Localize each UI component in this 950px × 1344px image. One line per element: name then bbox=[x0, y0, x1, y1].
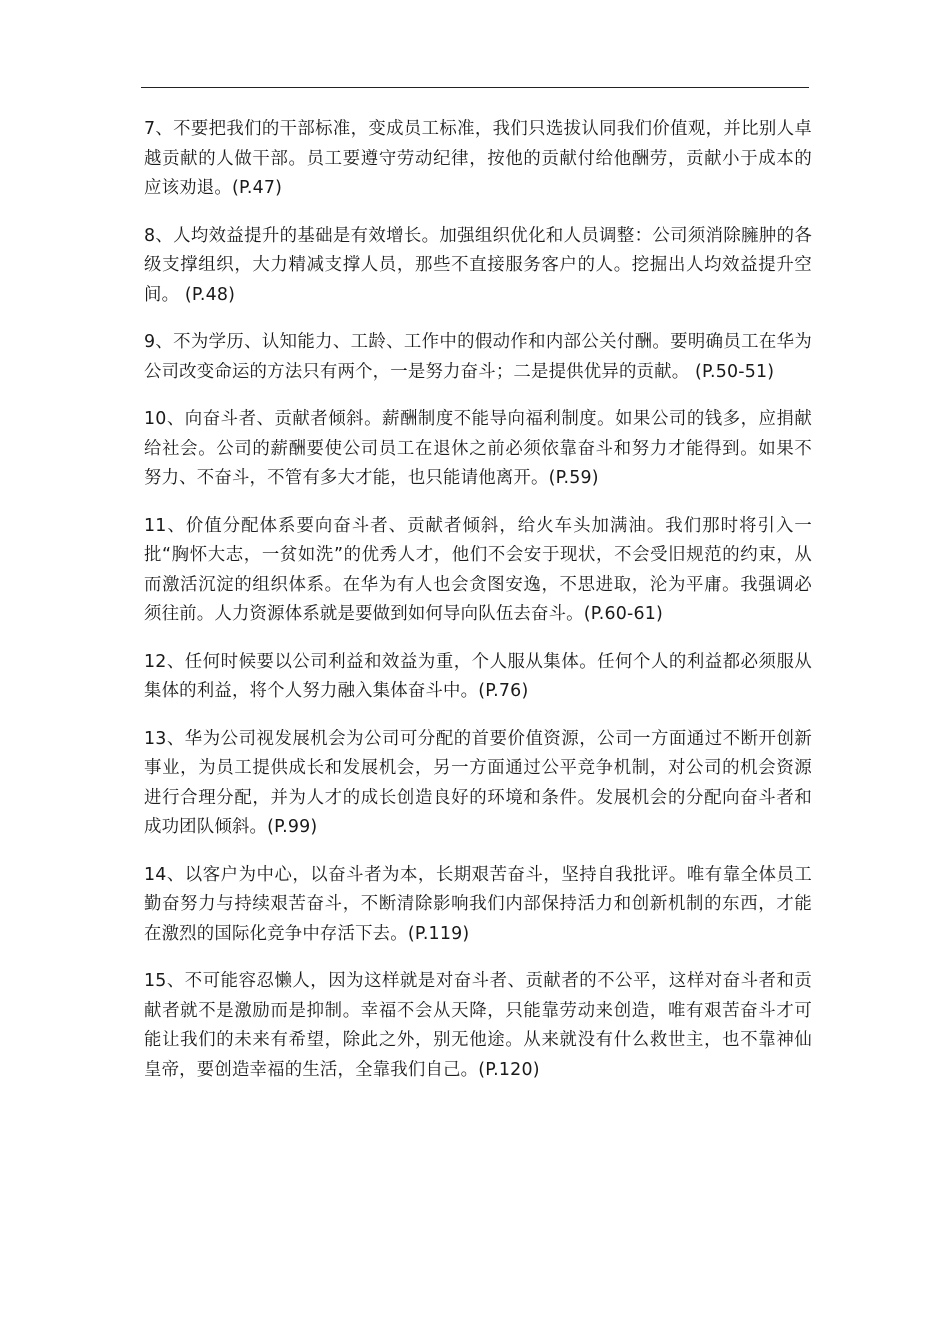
paragraph-9: 9、不为学历、认知能力、工龄、工作中的假动作和内部公关付酬。要明确员工在华为公司改变命运的方法只有两个，一是努力奋斗；二是提供优异的贡献。 (P.50-51) bbox=[144, 332, 812, 382]
paragraph-8: 8、人均效益提升的基础是有效增长。加强组织优化和人员调整：公司须消除臃肿的各级支撑组织，大力精减支撑人员，那些不直接服务客户的人。挖掘出人均效益提升空间。 (P.48) bbox=[144, 225, 812, 305]
paragraph-11: 11、价值分配体系要向奋斗者、贡献者倾斜，给火车头加满油。我们那时将引入一批“胸怀大志，一贫如洗”的优秀人才，他们不会安于现状，不会受旧规范的约束，从而激活沉淀的组织体系。在华为有人也会贪图安逸，不思进取，沦为平庸。我强调必须往前。人力资源体系就是要做到如何导向队伍去奋斗。(P.60-61) bbox=[144, 515, 812, 624]
header-rule bbox=[141, 87, 809, 88]
paragraph-14: 14、以客户为中心，以奋斗者为本，长期艰苦奋斗，坚持自我批评。唯有靠全体员工勤奋努力与持续艰苦奋斗，不断清除影响我们内部保持活力和创新机制的东西，才能在激烈的国际化竞争中存活下去。(P.119) bbox=[144, 864, 812, 944]
paragraph-7: 7、不要把我们的干部标准，变成员工标准，我们只选拔认同我们价值观，并比别人卓越贡献的人做干部。员工要遵守劳动纪律，按他的贡献付给他酬劳，贡献小于成本的应该劝退。(P.47) bbox=[144, 119, 812, 198]
document-body bbox=[144, 115, 812, 1103]
paragraph-10: 10、向奋斗者、贡献者倾斜。薪酬制度不能导向福利制度。如果公司的钱多，应捐献给社会。公司的薪酬要使公司员工在退休之前必须依靠奋斗和努力才能得到。如果不努力、不奋斗，不管有多大才能，也只能请他离开。(P.59) bbox=[144, 409, 812, 488]
paragraph-13: 13、华为公司视发展机会为公司可分配的首要价值资源，公司一方面通过不断开创新事业，为员工提供成长和发展机会，另一方面通过公平竞争机制，对公司的机会资源进行合理分配，并为人才的成长创造良好的环境和条件。发展机会的分配向奋斗者和成功团队倾斜。(P.99) bbox=[144, 728, 812, 837]
paragraph-12: 12、任何时候要以公司利益和效益为重，个人服从集体。任何个人的利益都必须服从集体的利益，将个人努力融入集体奋斗中。(P.76) bbox=[144, 651, 812, 701]
paragraph-15: 15、不可能容忍懒人，因为这样就是对奋斗者、贡献者的不公平，这样对奋斗者和贡献者就不是激励而是抑制。幸福不会从天降，只能靠劳动来创造，唯有艰苦奋斗才可能让我们的未来有希望，除此之外，别无他途。从来就没有什么救世主，也不靠神仙皇帝，要创造幸福的生活，全靠我们自己。(P.120) bbox=[144, 971, 812, 1080]
